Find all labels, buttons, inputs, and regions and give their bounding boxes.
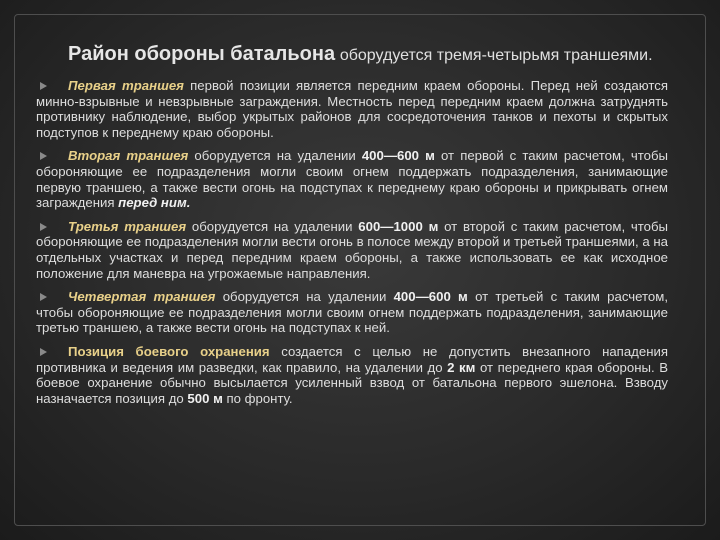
term-first-trench: Первая траншея — [68, 78, 184, 93]
distance-third-trench: 600—1000 м — [358, 218, 439, 234]
paragraph-third-trench — [36, 219, 668, 281]
slide-content — [36, 44, 668, 414]
term-second-trench: Вторая траншея — [68, 148, 189, 164]
bullet-arrow-icon — [40, 293, 47, 301]
distance-outpost: 2 км — [447, 359, 476, 375]
text-second-trench-tail: перед ним. — [118, 195, 191, 211]
bullet-arrow-icon — [40, 82, 47, 90]
bullet-arrow-icon — [40, 348, 47, 356]
term-outpost-position: Позиция боевого охранения — [68, 343, 270, 359]
text-third-trench-a: оборудуется на удалении — [186, 218, 359, 234]
text-third-trench-b: от второй с таким расчетом, чтобы обороняющие ее подразделения могли вести огонь в полосе между второй и третьей траншеями, а на отдельных участках и перед передним краем обороны, а также использовать ее как исходное положение для маневра на угрожаемые направления. — [36, 218, 669, 281]
title-rest: оборудуется тремя-четырьмя траншеями. — [339, 47, 653, 64]
paragraph-second-trench — [36, 148, 668, 210]
text-fourth-trench-a: оборудуется на удалении — [215, 289, 394, 305]
text-outpost-a: создается с целью не допустить внезапного нападения противника и ведения им разведки, как правило, на удалении до — [36, 343, 668, 375]
slide-title — [36, 44, 668, 66]
title-strong: Район обороны батальона — [68, 43, 336, 65]
paragraph-first-trench — [36, 78, 668, 140]
bullet-arrow-icon — [40, 152, 47, 160]
term-fourth-trench: Четвертая траншея — [68, 289, 216, 305]
text-outpost-b: от переднего края обороны. В боевое охранение обычно высылается усиленный взвод от батальона первого эшелона. Взводу назначается позиция до — [36, 359, 668, 406]
distance-second-trench: 400—600 м — [361, 148, 435, 164]
text-outpost-c: по фронту. — [222, 390, 293, 406]
term-third-trench: Третья траншея — [68, 218, 187, 234]
text-fourth-trench-b: от третьей с таким расчетом, чтобы обороняющие ее подразделения могли своим огнем поддержать подразделения, занимающие третью траншею, а также вести огонь на подступах к ней. — [36, 289, 668, 336]
paragraph-fourth-trench — [36, 289, 668, 336]
text-second-trench-a: оборудуется на удалении — [188, 148, 362, 164]
frontage-outpost: 500 м — [187, 390, 223, 406]
text-second-trench-b: от первой с таким расчетом, чтобы обороняющие ее подразделения могли своим огнем поддержать подразделения, занимающие первую траншею, а также вести огонь на подступах к переднему краю обороны и прикрывать огнем заграждения — [36, 148, 668, 211]
paragraph-outpost-position — [36, 344, 668, 406]
bullet-arrow-icon — [40, 223, 47, 231]
distance-fourth-trench: 400—600 м — [393, 289, 468, 305]
text-first-trench: первой позиции является передним краем обороны. Перед ней создаются минно-взрывные и невзрывные заграждения. Местность перед передним краем должна затруднять противнику наблюдение, выбор укрытых районов для сосредоточения танков и пехоты и скрытых подступов к переднему краю обороны. — [36, 78, 668, 140]
